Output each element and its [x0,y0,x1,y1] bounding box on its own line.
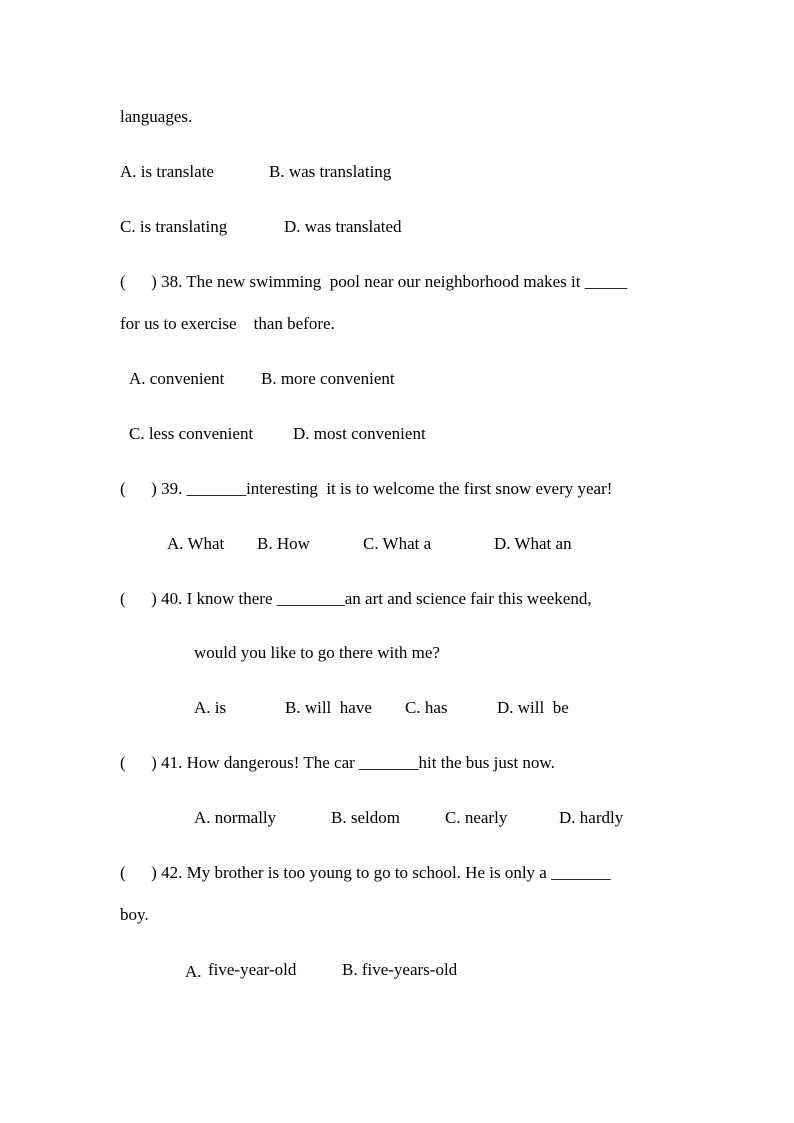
option-d: D. What an [494,534,572,553]
question-40-cont: would you like to go there with me? [194,643,440,662]
option-c: C. is translating [120,217,228,236]
option-b: B. will have [285,698,372,717]
option-a-letter: A. [185,962,202,981]
option-a: A. convenient [129,369,225,388]
question-40: ( ) 40. I know there ________an art and science fair this weekend, [120,589,592,608]
option-b: B. five-years-old [342,960,458,979]
option-c: C. What a [363,534,432,553]
question-42: ( ) 42. My brother is too young to go to school. He is only a _______ [120,863,611,882]
option-a: A. is [194,698,227,717]
option-b: B. How [257,534,310,553]
option-b: B. was translating [269,162,392,181]
option-d: D. hardly [559,808,624,827]
option-c: C. has [405,698,448,717]
text-line: languages. [120,107,193,126]
option-a: A. normally [194,808,277,827]
option-b: B. seldom [331,808,400,827]
question-41: ( ) 41. How dangerous! The car _______hit the bus just now. [120,753,555,772]
question-39: ( ) 39. _______interesting it is to welcome the first snow every year! [120,479,613,498]
option-d: D. most convenient [293,424,426,443]
option-d: D. will be [497,698,569,717]
option-c: C. nearly [445,808,508,827]
option-a: A. What [167,534,225,553]
question-38-cont: for us to exercise than before. [120,314,335,333]
option-a: A. is translate [120,162,214,181]
question-38: ( ) 38. The new swimming pool near our neighborhood makes it _____ [120,272,628,291]
option-d: D. was translated [284,217,402,236]
option-b: B. more convenient [261,369,395,388]
option-a: five-year-old [208,960,297,979]
question-42-cont: boy. [120,905,149,924]
option-c: C. less convenient [129,424,254,443]
